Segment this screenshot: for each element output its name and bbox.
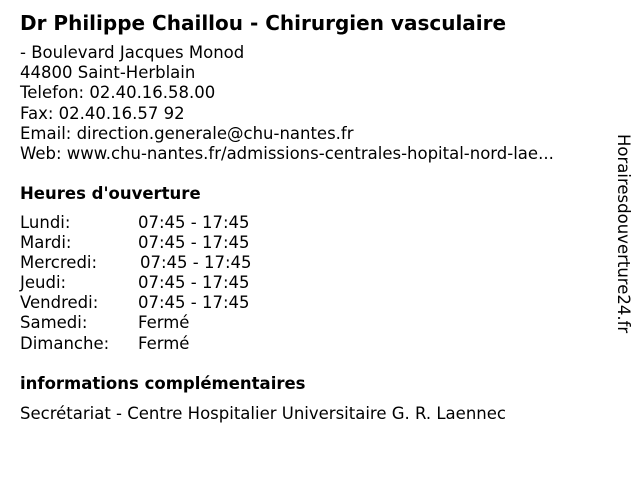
- info-text: Secrétariat - Centre Hospitalier Universitaire G. R. Laennec: [20, 404, 506, 423]
- time-value: 07:45 - 17:45: [138, 213, 250, 232]
- time-value: Fermé: [138, 333, 190, 353]
- hours-heading: Heures d'ouverture: [20, 184, 201, 203]
- day-label: Mercredi:: [20, 253, 98, 273]
- contact-block: [20, 43, 554, 164]
- email-line: Email: direction.generale@chu-nantes.fr: [20, 123, 354, 143]
- web-line: Web: www.chu-nantes.fr/admissions-centrales-hopital-nord-lae...: [20, 143, 554, 163]
- hours-row-friday: [20, 293, 320, 313]
- hours-row-monday: [20, 213, 320, 233]
- time-value: 07:45 - 17:45: [138, 233, 250, 253]
- day-label: Vendredi:: [20, 293, 99, 313]
- hours-row-tuesday: [20, 233, 320, 253]
- city-line: 44800 Saint-Herblain: [20, 63, 196, 83]
- hours-row-sunday: [20, 334, 320, 354]
- hours-row-saturday: [20, 313, 320, 333]
- day-label: Dimanche:: [20, 333, 110, 353]
- fax-line: Fax: 02.40.16.57 92: [20, 103, 185, 123]
- info-heading: informations complémentaires: [20, 374, 306, 393]
- time-value: Fermé: [138, 313, 190, 333]
- day-label: Samedi:: [20, 313, 88, 333]
- brand-watermark: Horairesdouverture24.fr: [614, 134, 633, 334]
- time-value: 07:45 - 17:45: [140, 253, 252, 273]
- phone-line: Telefon: 02.40.16.58.00: [20, 83, 216, 103]
- hours-row-thursday: [20, 273, 320, 293]
- day-label: Jeudi:: [20, 273, 67, 293]
- hours-row-wednesday: [20, 253, 320, 273]
- opening-hours-table: [20, 213, 320, 354]
- time-value: 07:45 - 17:45: [138, 273, 250, 293]
- day-label: Lundi:: [20, 213, 71, 232]
- address-line: - Boulevard Jacques Monod: [20, 43, 245, 62]
- day-label: Mardi:: [20, 233, 72, 253]
- page-title: Dr Philippe Chaillou - Chirurgien vasculaire: [20, 11, 507, 35]
- time-value: 07:45 - 17:45: [138, 293, 250, 313]
